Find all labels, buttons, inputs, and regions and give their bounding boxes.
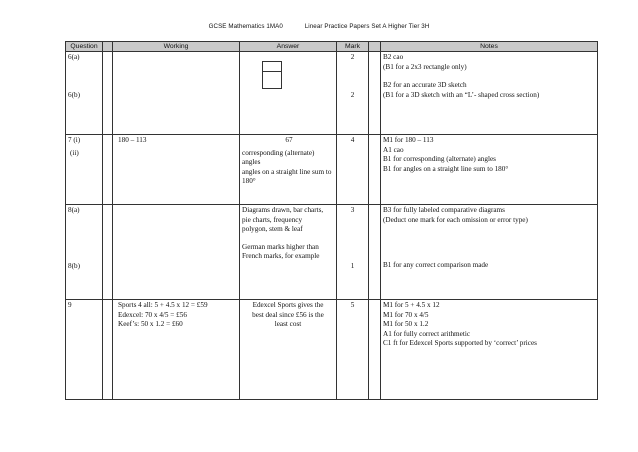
q7-note-1: M1 for 180 – 113 bbox=[383, 136, 434, 144]
mark-cell bbox=[337, 52, 369, 135]
q7-mark: 4 bbox=[350, 136, 355, 144]
col-working: Working bbox=[113, 42, 240, 52]
mark-cell bbox=[337, 135, 369, 205]
q6b-note-1: B2 for an accurate 3D sketch bbox=[383, 81, 467, 90]
notes-cell bbox=[381, 300, 598, 400]
q9-mark: 5 bbox=[350, 301, 355, 309]
q7-answer-i: 67 bbox=[285, 136, 293, 144]
col-mark: Mark bbox=[337, 42, 369, 52]
q9-answer: Edexcel Sports gives the best deal since £56 is the least cost bbox=[252, 301, 324, 329]
q9-label: 9 bbox=[68, 301, 72, 309]
q9-note-5: C1 ft for Edexcel Sports supported by ‘correct’ prices bbox=[383, 339, 537, 348]
answer-cell bbox=[240, 135, 337, 205]
table-row bbox=[66, 52, 598, 135]
q9-note-3: M1 for 50 x 1.2 bbox=[383, 320, 429, 329]
col-blank-2 bbox=[369, 42, 381, 52]
q7-working: 180 – 113 bbox=[118, 136, 147, 144]
question-cell bbox=[66, 135, 103, 205]
q6a-note-2: (B1 for a 2x3 rectangle only) bbox=[383, 62, 467, 71]
q9-note-1: M1 for 5 + 4.5 x 12 bbox=[383, 301, 440, 309]
question-cell bbox=[66, 300, 103, 400]
question-cell bbox=[66, 205, 103, 300]
q8a-note-1: B3 for fully labeled comparative diagrams bbox=[383, 206, 505, 214]
working-cell bbox=[113, 135, 240, 205]
q7ii-label: (ii) bbox=[70, 148, 79, 157]
q8a-mark: 3 bbox=[350, 206, 355, 214]
q9-note-2: M1 for 70 x 4/5 bbox=[383, 310, 429, 319]
q9-working-2: Edexcel: 70 x 4/5 = £56 bbox=[118, 310, 187, 319]
q9-note-4: A1 for fully correct arithmetic bbox=[383, 329, 471, 338]
question-cell bbox=[66, 52, 103, 135]
q9-working-1: Sports 4 all: 5 + 4.5 x 12 = £59 bbox=[118, 301, 208, 309]
q8a-answer: Diagrams drawn, bar charts, pie charts, frequency polygon, stem & leaf bbox=[242, 206, 324, 234]
q7i-label: 7 (i) bbox=[68, 136, 81, 144]
q6b-label: 6(b) bbox=[68, 90, 80, 99]
header-title: Linear Practice Papers Set A Higher Tier 3H bbox=[304, 23, 430, 30]
working-cell bbox=[113, 205, 240, 300]
answer-cell bbox=[240, 205, 337, 300]
mark-cell bbox=[337, 300, 369, 400]
q7-note-3: B1 for corresponding (alternate) angles bbox=[383, 155, 496, 164]
q8b-mark: 1 bbox=[350, 261, 355, 270]
notes-cell bbox=[381, 205, 598, 300]
answer-cell bbox=[240, 52, 337, 135]
col-notes: Notes bbox=[381, 42, 598, 52]
col-question: Question bbox=[66, 42, 103, 52]
q6b-note-2: (B1 for a 3D sketch with an “L’- shaped cross section) bbox=[383, 90, 540, 99]
mark-cell bbox=[337, 205, 369, 300]
table-row bbox=[66, 205, 598, 300]
q6a-note-1: B2 cao bbox=[383, 53, 404, 61]
q7-note-2: A1 cao bbox=[383, 145, 404, 154]
q8a-label: 8(a) bbox=[68, 206, 80, 214]
table-header-row bbox=[66, 42, 598, 52]
answer-cell bbox=[240, 300, 337, 400]
q9-working-3: Keef’s: 50 x 1.2 = £60 bbox=[118, 320, 183, 329]
q8b-label: 8(b) bbox=[68, 261, 80, 270]
plan-rectangle-diagram bbox=[262, 61, 282, 89]
working-cell bbox=[113, 300, 240, 400]
q6b-mark: 2 bbox=[350, 90, 355, 99]
working-cell bbox=[113, 52, 240, 135]
notes-cell bbox=[381, 52, 598, 135]
table-row bbox=[66, 300, 598, 400]
page-header bbox=[0, 23, 638, 30]
q8b-note: B1 for any correct comparison made bbox=[383, 261, 489, 270]
q8a-note-2: (Deduct one mark for each omission or error type) bbox=[383, 215, 528, 224]
col-blank-1 bbox=[103, 42, 113, 52]
q6a-label: 6(a) bbox=[68, 53, 80, 61]
q7-answer-ii-1: corresponding (alternate) angles bbox=[242, 148, 315, 167]
q8b-answer: German marks higher than French marks, for example bbox=[242, 242, 320, 261]
col-answer: Answer bbox=[240, 42, 337, 52]
notes-cell bbox=[381, 135, 598, 205]
q7-answer-ii-2: angles on a straight line sum to 180° bbox=[242, 167, 332, 186]
table-row bbox=[66, 135, 598, 205]
q7-note-4: B1 for angles on a straight line sum to 180° bbox=[383, 164, 509, 173]
header-code: GCSE Mathematics 1MA0 bbox=[208, 23, 283, 30]
q6a-mark: 2 bbox=[350, 53, 355, 61]
mark-scheme-table bbox=[65, 41, 598, 400]
